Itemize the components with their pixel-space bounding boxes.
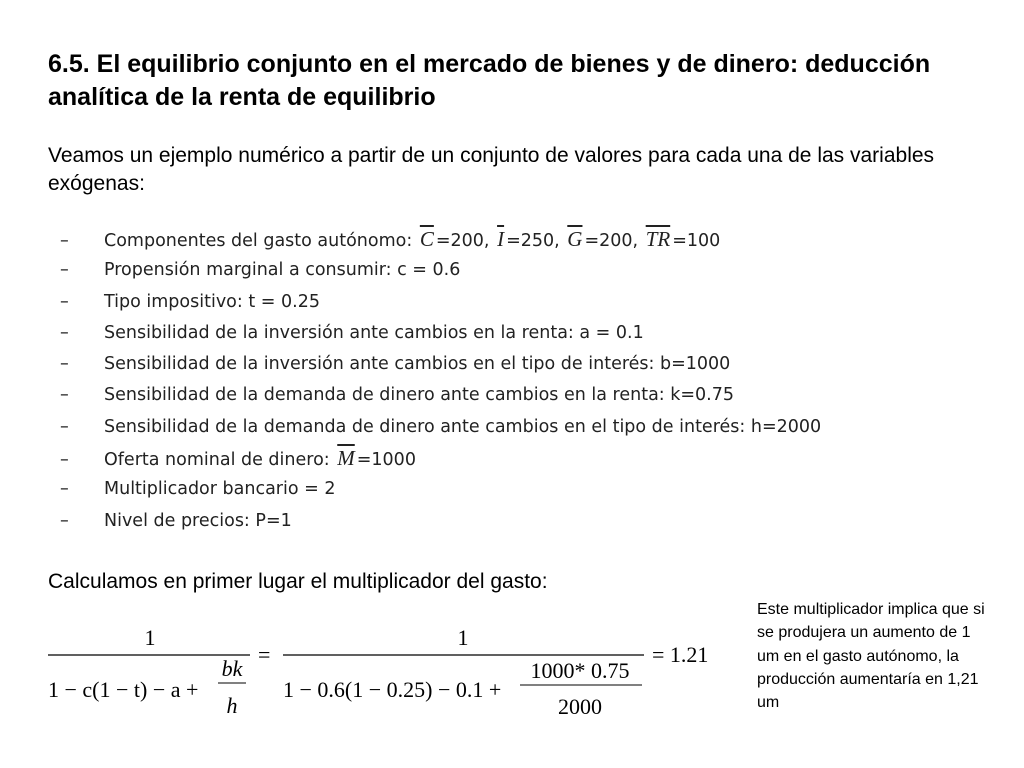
symbol-i: $\overline{I}$ (497, 227, 505, 251)
value-i: =250, (506, 231, 560, 251)
calc-intro-text: Calculamos en primer lugar el multiplicador del gasto: (48, 570, 548, 593)
value-tr: =100 (672, 231, 721, 251)
bullet-dash: – (60, 354, 69, 375)
bullet-dash: – (60, 231, 69, 251)
formula-denominator-2: 1 − 0.6(1 − 0.25) − 0.1 + (283, 677, 502, 702)
symbol-tr: $\overline{TR}$ (645, 227, 671, 251)
autonomous-label: Componentes del gasto autónomo: (104, 231, 413, 251)
formula-bk: bk (221, 656, 243, 681)
multiplier-formula (0, 610, 760, 750)
value-m: =1000 (356, 450, 416, 471)
investment-income-text: Sensibilidad de la inversión ante cambios en la renta: a = 0.1 (104, 322, 644, 343)
symbol-c: $\overline{C}$ (419, 227, 434, 251)
list-item-investment-income (60, 318, 821, 349)
list-item-bank-multiplier (60, 474, 821, 505)
page-title: 6.5. El equilibrio conjunto en el mercado de bienes y de dinero: deducción analítica de la renta de equilibrio (48, 50, 931, 111)
formula-equals: = (258, 642, 271, 667)
formula-inner-denominator: 2000 (558, 694, 602, 719)
formula-denominator-1: 1 − c(1 − t) − a + (48, 677, 199, 702)
bullet-dash: – (60, 322, 69, 343)
list-item-autonomous-spending (60, 224, 821, 255)
formula-inner-numerator: 1000* 0.75 (530, 658, 630, 683)
marginal-propensity-text: Propensión marginal a consumir: c = 0.6 (104, 260, 461, 281)
symbol-g: $\overline{G}$ (567, 227, 583, 251)
formula-result: = 1.21 (652, 642, 709, 667)
list-item-marginal-propensity (60, 255, 821, 286)
list-item-tax-rate (60, 287, 821, 318)
investment-interest-text: Sensibilidad de la inversión ante cambios en el tipo de interés: b=1000 (104, 354, 731, 375)
formula-numerator-2: 1 (457, 625, 469, 650)
tax-rate-text: Tipo impositivo: t = 0.25 (104, 291, 320, 312)
value-c: =200, (435, 231, 490, 251)
exogenous-variables-list (60, 224, 821, 537)
bullet-dash: – (60, 479, 69, 500)
intro-paragraph: Veamos un ejemplo numérico a partir de un conjunto de valores para cada una de las variables exógenas: (48, 144, 935, 195)
bullet-dash: – (60, 260, 69, 281)
formula-h: h (226, 693, 238, 718)
value-g: =200, (584, 231, 639, 251)
list-item-price-level (60, 506, 821, 537)
symbol-m: $\overline{M}$ (337, 446, 355, 471)
multiplier-note: Este multiplicador implica que si se produjera un aumento de 1 um en el gasto autónomo, la producción aumentaría en 1,21 um (757, 601, 985, 712)
money-demand-interest-text: Sensibilidad de la demanda de dinero ante cambios en el tipo de interés: h=2000 (104, 416, 822, 437)
bullet-dash: – (60, 416, 69, 437)
bullet-dash: – (60, 510, 69, 531)
money-supply-label: Oferta nominal de dinero: (104, 450, 330, 471)
bank-multiplier-text: Multiplicador bancario = 2 (104, 479, 336, 500)
money-demand-income-text: Sensibilidad de la demanda de dinero ante cambios en la renta: k=0.75 (104, 385, 735, 406)
bullet-dash: – (60, 291, 69, 312)
list-item-money-demand-income (60, 380, 821, 411)
list-item-money-demand-interest (60, 412, 821, 443)
list-item-money-supply (60, 443, 821, 474)
price-level-text: Nivel de precios: P=1 (104, 510, 292, 531)
bullet-dash: – (60, 450, 69, 471)
bullet-dash: – (60, 385, 69, 406)
list-item-investment-interest (60, 349, 821, 380)
formula-numerator-1: 1 (144, 625, 156, 650)
